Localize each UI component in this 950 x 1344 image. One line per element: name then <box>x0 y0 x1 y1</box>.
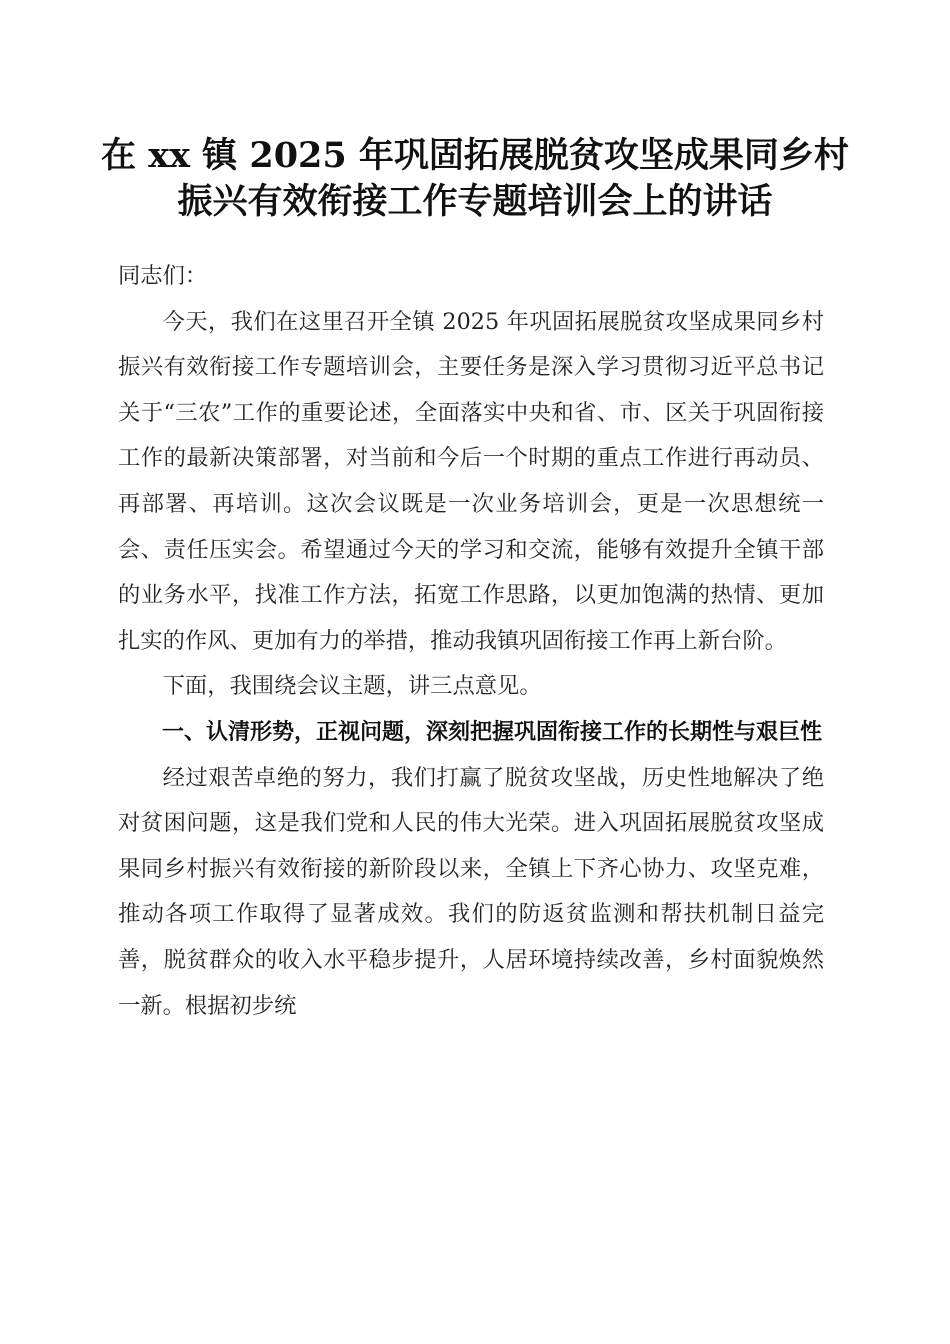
salutation: 同志们： <box>118 263 208 289</box>
document-body <box>118 254 824 1029</box>
paragraph-section-1: 经过艰苦卓绝的努力，我们打赢了脱贫攻坚战，历史性地解决了绝对贫困问题，这是我们党和人民的伟大光荣。进入巩固拓展脱贫攻坚成果同乡村振兴有效衔接的新阶段以来，全镇上下齐心协力、攻坚克难，推动各项工作取得了显著成效。我们的防返贫监测和帮扶机制日益完善，脱贫群众的收入水平稳步提升，人居环境持续改善，乡村面貌焕然一新。根据初步统 <box>118 764 824 1019</box>
paragraph-opening: 今天，我们在这里召开全镇 2025 年巩固拓展脱贫攻坚成果同乡村振兴有效衔接工作专题培训会，主要任务是深入学习贯彻习近平总书记关于“三农”工作的重要论述，全面落实中央和省、市、区关于巩固衔接工作的最新决策部署，对当前和今后一个时期的重点工作进行再动员、再部署、再培训。这次会议既是一次业务培训会，更是一次思想统一会、责任压实会。希望通过今天的学习和交流，能够有效提升全镇干部的业务水平，找准工作方法，拓宽工作思路，以更加饱满的热情、更加扎实的作风、更加有力的举措，推动我镇巩固衔接工作再上新台阶。 <box>118 308 824 654</box>
document-title <box>100 133 850 225</box>
section-heading-1: 一、认清形势，正视问题，深刻把握巩固衔接工作的长期性与艰巨性 <box>162 719 823 745</box>
title-line-2: 振兴有效衔接工作专题培训会上的讲话 <box>177 181 773 222</box>
paragraph-outline: 下面，我围绕会议主题，讲三点意见。 <box>162 673 542 700</box>
title-line-1: 在 xx 镇 2025 年巩固拓展脱贫攻坚成果同乡村 <box>101 135 849 176</box>
